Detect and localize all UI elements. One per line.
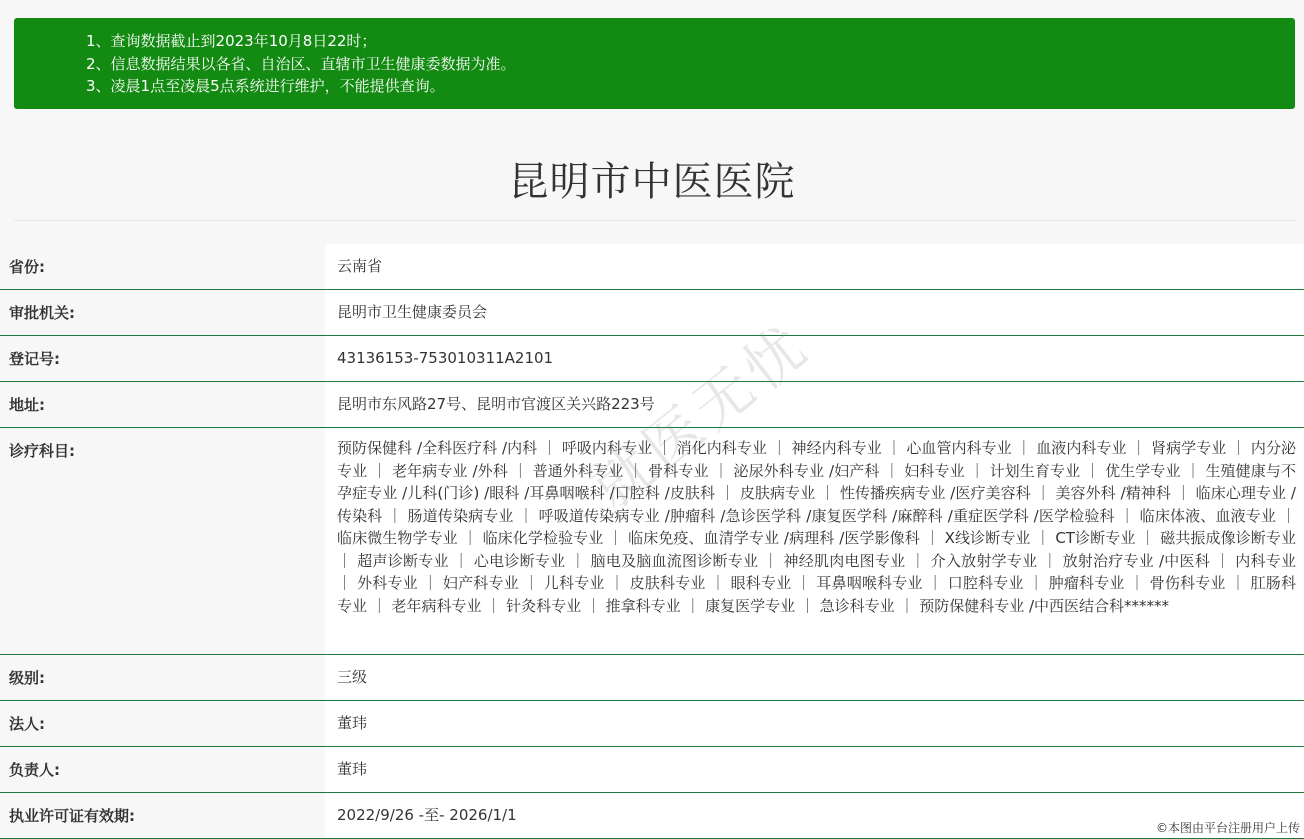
- info-row-legal-person: [0, 701, 1304, 747]
- notice-line: 2、信息数据结果以各省、自治区、直辖市卫生健康委数据为准。: [86, 53, 1295, 76]
- row-label: 省份:: [0, 244, 325, 289]
- row-label: 级别:: [0, 655, 325, 700]
- row-value: 昆明市卫生健康委员会: [325, 290, 1304, 335]
- row-value: 43136153-753010311A2101: [325, 336, 1304, 381]
- row-label: 负责人:: [0, 747, 325, 792]
- row-value: 预防保健科 /全科医疗科 /内科 ｜ 呼吸内科专业 ｜ 消化内科专业 ｜ 神经内科专业 ｜ 心血管内科专业 ｜ 血液内科专业 ｜ 肾病学专业 ｜ 内分泌专业 ｜ 老年病专业 /外科 ｜ 普通外科专业 ｜ 骨科专业 ｜ 泌尿外科专业 /妇产科 ｜ 妇科专业 ｜ 计划生育专业 ｜ 优生学专业 ｜ 生殖健康与不孕症专业 /儿科(门诊) /眼科 /耳鼻咽喉科 /口腔科 /皮肤科 ｜ 皮肤病专业 ｜ 性传播疾病专业 /医疗美容科 ｜ 美容外科 /精神科 ｜ 临床心理专业 /传染科 ｜ 肠道传染病专业 ｜ 呼吸道传染病专业 /肿瘤科 /急诊医学科 /康复医学科 /麻醉科 /重症医学科 /医学检验科 ｜ 临床体液、血液专业 ｜ 临床微生物学专业 ｜ 临床化学检验专业 ｜ 临床免疫、血清学专业 /病理科 /医学影像科 ｜ X线诊断专业 ｜ CT诊断专业 ｜ 磁共振成像诊断专业 ｜ 超声诊断专业 ｜ 心电诊断专业 ｜ 脑电及脑血流图诊断专业 ｜ 神经肌肉电图专业 ｜ 介入放射学专业 ｜ 放射治疗专业 /中医科 ｜ 内科专业 ｜ 外科专业 ｜ 妇产科专业 ｜ 儿科专业 ｜ 皮肤科专业 ｜ 眼科专业 ｜ 耳鼻咽喉科专业 ｜ 口腔科专业 ｜ 肿瘤科专业 ｜ 骨伤科专业 ｜ 肛肠科专业 ｜ 老年病科专业 ｜ 针灸科专业 ｜ 推拿科专业 ｜ 康复医学专业 ｜ 急诊科专业 ｜ 预防保健科专业 /中西医结合科******: [325, 428, 1304, 654]
- info-row-address: [0, 382, 1304, 428]
- row-label: 法人:: [0, 701, 325, 746]
- row-label: 执业许可证有效期:: [0, 793, 325, 838]
- row-value: 昆明市东风路27号、昆明市官渡区关兴路223号: [325, 382, 1304, 427]
- row-value: 2022/9/26 -至- 2026/1/1: [325, 793, 1304, 838]
- row-value: 三级: [325, 655, 1304, 700]
- info-row-province: [0, 244, 1304, 290]
- row-value: 云南省: [325, 244, 1304, 289]
- row-label: 地址:: [0, 382, 325, 427]
- hospital-info-table: [0, 244, 1304, 839]
- info-row-level: [0, 655, 1304, 701]
- row-label: 登记号:: [0, 336, 325, 381]
- upload-watermark: ©本图由平台注册用户上传: [1156, 819, 1300, 836]
- notice-banner: [14, 18, 1295, 109]
- row-value: 董玮: [325, 747, 1304, 792]
- info-row-registration-number: [0, 336, 1304, 382]
- info-row-license-validity: [0, 793, 1304, 839]
- notice-line: 1、查询数据截止到2023年10月8日22时；: [86, 30, 1295, 53]
- page-title: 昆明市中医医院: [0, 150, 1304, 207]
- row-label: 审批机关:: [0, 290, 325, 335]
- title-divider: [14, 220, 1295, 221]
- notice-line: 3、凌晨1点至凌晨5点系统进行维护，不能提供查询。: [86, 75, 1295, 98]
- info-row-approval-authority: [0, 290, 1304, 336]
- info-row-departments: [0, 428, 1304, 655]
- row-label: 诊疗科目:: [0, 428, 325, 654]
- info-row-person-in-charge: [0, 747, 1304, 793]
- row-value: 董玮: [325, 701, 1304, 746]
